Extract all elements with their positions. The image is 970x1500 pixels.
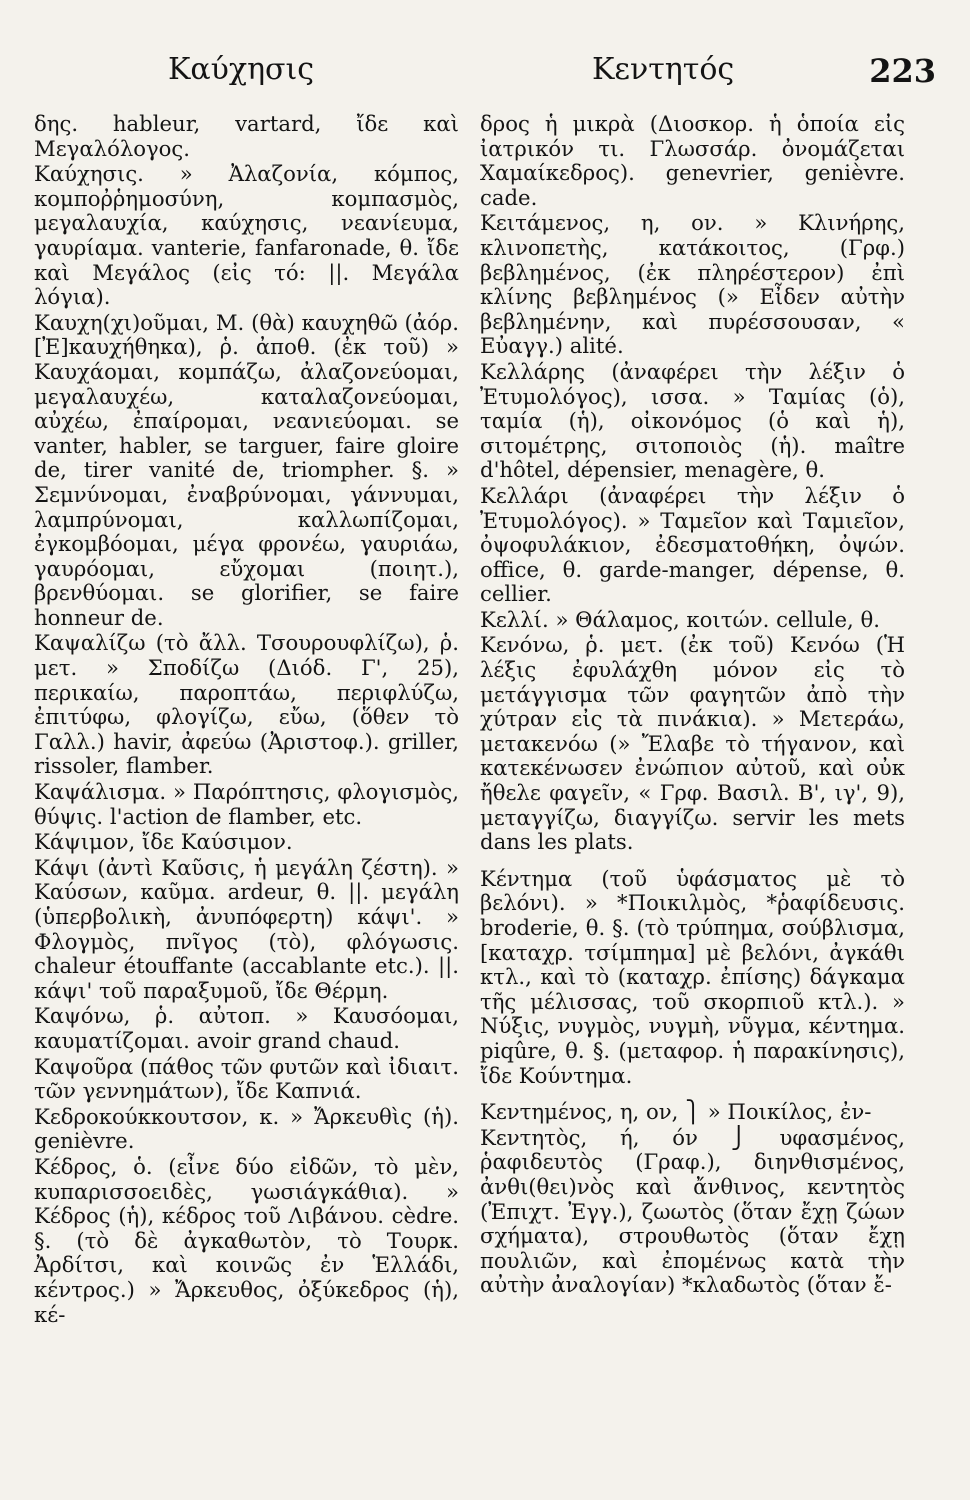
dictionary-entry: Κελλάρι (ἀναφέρει τὴν λέξιν ὁ Ἐτυμολόγος). » Ταμεῖον καὶ Ταμιεῖον, ὀψοφυλάκιον, ἐδεσματοθήκη, ὀψών. office, θ. garde-manger, dépense, θ. cellier. bbox=[480, 482, 905, 607]
dictionary-entry: Κεντημένος, η, ον, ⎫ » Ποικίλος, ἐν- bbox=[480, 1099, 872, 1125]
header-left-word: Καύχησις bbox=[168, 52, 315, 87]
dictionary-entry: Καύχησις. » Ἀλαζονία, κόμπος, κομποῤῥημοσύνη, κομπασμὸς, μεγαλαυχία, καύχησις, νεανίευμα, γαυρίαμα. vanterie, fanfaronade, θ. ἴδε καὶ Μεγάλος (εἰς τό: ||. Μεγάλα λόγια). bbox=[34, 161, 459, 310]
dictionary-entry: Κεδροκούκκουτσον, κ. » Ἄρκευθὶς (ἡ). genièvre. bbox=[34, 1103, 459, 1154]
dictionary-entry: Κελλάρης (ἀναφέρει τὴν λέξιν ὁ Ἐτυμολόγος), ισσα. » Ταμίας (ὁ), ταμία (ἡ), οἰκονόμος (ὁ καὶ ἡ), σιτομέτρης, σιτοποιὸς (ἡ). maître d'hôtel, dépensier, menagère, θ. bbox=[480, 358, 905, 483]
dictionary-entry: Καψαλίζω (τὸ ἄλλ. Τσουρουφλίζω), ῥ. μετ. » Σποδίζω (Διόδ. Γ', 25), περικαίω, παροπτάω, περιφλύζω, ἐπιτύφω, φλογίζω, εὔω, (ὅθεν τὸ Γαλλ.) havir, ἀφεύω (Ἀριστοφ.). griller, rissoler, flamber. bbox=[34, 630, 459, 779]
dictionary-entry: Καψοῦρα (πάθος τῶν φυτῶν καὶ ἰδιαιτ. τῶν γεννημάτων), ἴδε Καπνιά. bbox=[34, 1053, 459, 1104]
dictionary-entry: Κειτάμενος, η, ον. » Κλινήρης, κλινοπετὴς, κατάκοιτος, (Γρφ.) βεβλημένος, (ἐκ πληρέστερον) ἐπὶ κλίνης βεβλημένος (» Εἶδεν αὐτὴν βεβλημένην, καὶ πυρέσσουσαν, « Εὐαγγ.) alité. bbox=[480, 210, 905, 359]
dictionary-entry: Κάψι (ἀντὶ Καῦσις, ἡ μεγάλη ζέστη). » Καύσων, καῦμα. ardeur, θ. ||. μεγάλη (ὑπερβολικὴ, ἀνυπόφερτη) κάψι'. » Φλογμὸς, πνῖγος (τὸ), φλόγωσις. chaleur étouffante (accablante etc.). ||. κάψι' τοῦ παραξυμοῦ, ἴδε Θέρμη. bbox=[34, 854, 459, 1003]
dictionary-entry: δης. hableur, vartard, ἴδε καὶ Μεγαλόλογος. bbox=[34, 111, 459, 161]
page-number: 223 bbox=[869, 52, 936, 90]
dictionary-entry: Καυχη(χι)οῦμαι, Μ. (θὰ) καυχηθῶ (ἀόρ. [Ἐ]καυχήθηκα), ῥ. ἀποθ. (ἐκ τοῦ) » Καυχάομαι, κομπάζω, ἀλαζονεύομαι, μεγαλαυχέω, καταλαζονεύομαι, αὐχέω, ἐπαίρομαι, νεανιεύομαι. se vanter, habler, se targuer, faire gloire de, tirer vanité de, triompher. §. » Σεμνύνομαι, ἐναβρύνομαι, γάννυμαι, λαμπρύνομαι, καλλωπίζομαι, ἐγκομβόομαι, μέγα φρονέω, γαυριάω, γαυρόομαι, εὔχομαι (ποιητ.), βρενθύομαι. se glorifier, se faire honneur de. bbox=[34, 309, 459, 630]
dictionary-entry: Κάψιμον, ἴδε Καύσιμον. bbox=[34, 829, 293, 855]
dictionary-entry: δρος ἡ μικρὰ (Διοσκορ. ἡ ὁποία εἰς ἰατρικόν τι. Γλωσσάρ. ὀνομάζεται Χαμαίκεδρος). genevrier, genièvre. cade. bbox=[480, 111, 905, 210]
dictionary-entry: Καψάλισμα. » Παρόπτησις, φλογισμὸς, θύψις. l'action de flamber, etc. bbox=[34, 779, 459, 829]
right-column bbox=[480, 112, 905, 1298]
dictionary-entry: Κελλί. » Θάλαμος, κοιτών. cellule, θ. bbox=[480, 606, 880, 632]
dictionary-entry: Κέντημα (τοῦ ὑφάσματος μὲ τὸ βελόνι). » *Ποικιλμὸς, *ῥαφίδευσις. broderie, θ. §. (τὸ τρύπημα, σούβλισμα, [καταχρ. τσίμπημα] μὲ βελόνι, ἀγκάθι κτλ., καὶ τὸ (καταχρ. ἐπίσης) δάγκαμα τῆς μέλισσας, τοῦ σκορπιοῦ κτλ.). » Νύξις, νυγμὸς, νυγμὴ, νῦγμα, κέντημα. piqûre, θ. §. (μεταφορ. ἡ παρακίνησις), ἴδε Κούντημα. bbox=[480, 865, 905, 1088]
dictionary-entry: Κέδρος, ὁ. (εἶνε δύο εἰδῶν, τὸ μὲν, κυπαρισσοειδὲς, γωσιάγκάθια). » Κέδρος (ἡ), κέδρος τοῦ Λιβάνου. cèdre. §. (τὸ δὲ ἀγκαθωτὸν, τὸ Τουρκ. Ἀρδίτσι, καὶ κοινῶς ἐν Ἑλλάδι, κέντρος.) » Ἄρκευθος, ὀξύκεδρος (ἡ), κέ- bbox=[34, 1153, 459, 1327]
dictionary-entry: Κενόνω, ῥ. μετ. (ἐκ τοῦ) Κενόω (Ἡ λέξις ἐφυλάχθη μόνον εἰς τὸ μετάγγισμα τῶν φαγητῶν ἀπὸ τὴν χύτραν εἰς τὰ πινάκια). » Μετεράω, μετακενόω (» Ἔλαβε τὸ τήγανον, καὶ κατεκένωσεν ἐνώπιον αὐτοῦ, καὶ οὐκ ἤθελε φαγεῖν, « Γρφ. Βασιλ. Β', ιγ', 9), μεταγγίζω, διαγγίζω. servir les mets dans les plats. bbox=[480, 632, 905, 855]
dictionary-entry: Κεντητὸς, ή, όν ⎭ υφασμένος, ῥαφιδευτὸς (Γραφ.), διηνθισμένος, ἀνθι(θει)νὸς καὶ ἄνθινος, κεντητὸς (Ἐπιχτ. Ἐγγ.), ζωωτὸς (ὅταν ἔχῃ ζώων σχήματα), στρουθωτὸς (ὅταν ἔχῃ πουλιῶν, καὶ ἐπομένως κατὰ τὴν αὐτὴν ἀναλογίαν) *κλαδωτὸς (ὅταν ἔ- bbox=[480, 1124, 905, 1298]
page-header bbox=[40, 52, 940, 102]
left-column bbox=[34, 112, 459, 1327]
header-right-word: Κεντητός bbox=[592, 52, 735, 87]
dictionary-entry: Καψόνω, ῥ. αὐτοπ. » Καυσόομαι, καυματίζομαι. avoir grand chaud. bbox=[34, 1003, 459, 1053]
